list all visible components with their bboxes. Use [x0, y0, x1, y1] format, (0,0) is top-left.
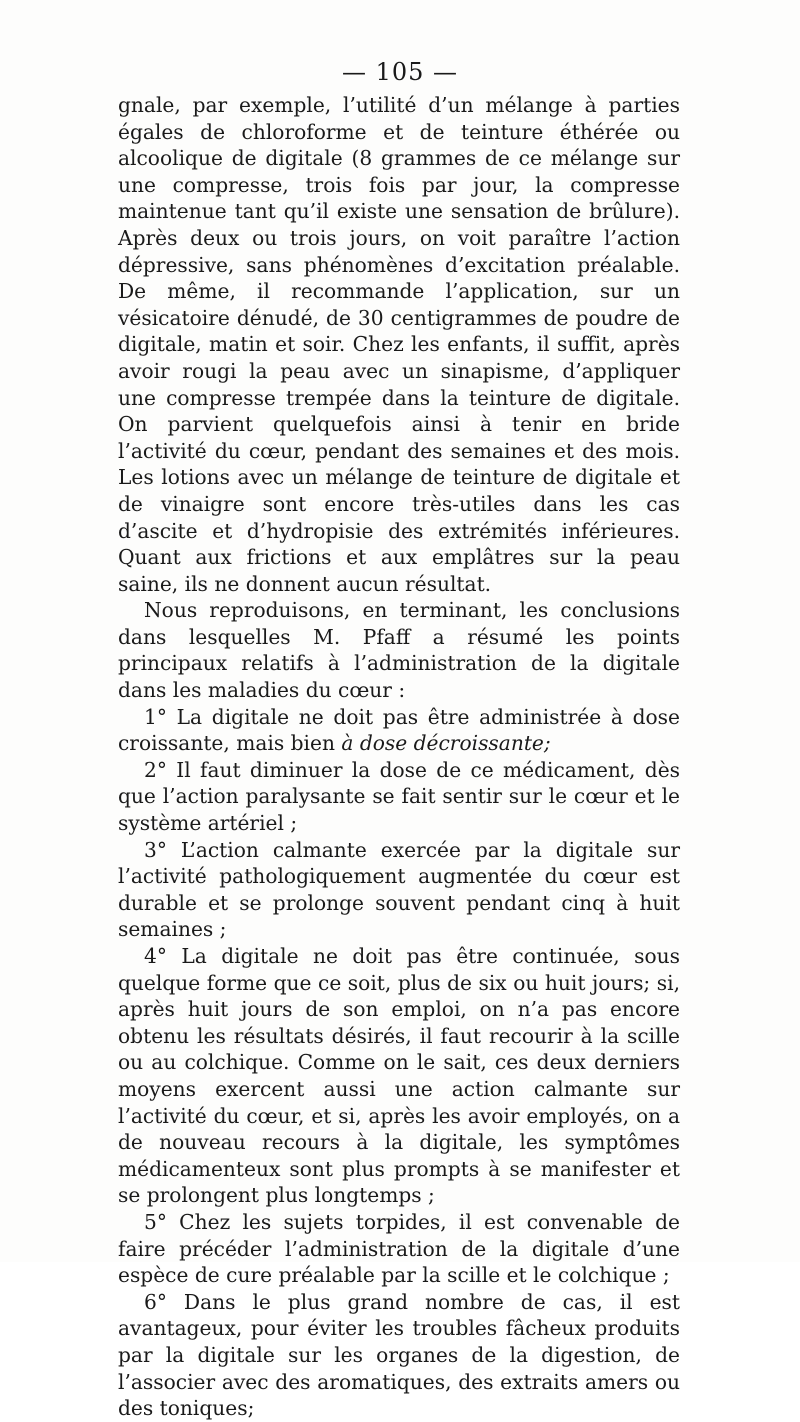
conclusion-item-1 [118, 704, 680, 757]
conclusion-item-1-text: 1° La digitale ne doit pas être administrée à dose croissante, mais bien [118, 704, 680, 756]
conclusion-item-1-emphasis: à dose décroissante; [341, 731, 551, 756]
body-text [118, 92, 680, 1422]
conclusion-item-6: 6° Dans le plus grand nombre de cas, il est avantageux, pour éviter les troubles fâcheux produits par la digitale sur les organes de la digestion, de l’associer avec des aromatiques, des extraits amers ou des toniques; [118, 1289, 680, 1421]
paragraph-continuation: gnale, par exemple, l’utilité d’un mélange à parties égales de chloroforme et de teinture éthérée ou alcoolique de digitale (8 grammes de ce mélange sur une compresse, trois fois par jour, la compresse maintenue tant qu’il existe une sensation de brûlure). Après deux ou trois jours, on voit paraître l’action dépressive, sans phénomènes d’excitation préalable. De même, il recommande l’application, sur un vésicatoire dénudé, de 30 centigrammes de poudre de digitale, matin et soir. Chez les enfants, il suffit, après avoir rougi la peau avec un sinapisme, d’appliquer une compresse trempée dans la teinture de digitale. On parvient quelquefois ainsi à tenir en bride l’activité du cœur, pendant des semaines et des mois. Les lotions avec un mélange de teinture de digitale et de vinaigre sont encore très-utiles dans les cas d’ascite et d’hydropisie des extrémités inférieures. Quant aux frictions et aux emplâtres sur la peau saine, ils ne donnent aucun résultat. [118, 93, 680, 596]
page-number: — 105 — [341, 58, 459, 86]
conclusion-item-3: 3° L’action calmante exercée par la digitale sur l’activité pathologiquement augmentée du cœur est durable et se prolonge souvent pendant cinq à huit semaines ; [118, 837, 680, 942]
paragraph-conclusions-intro: Nous reproduisons, en terminant, les conclusions dans lesquelles M. Pfaff a résumé les points principaux relatifs à l’administration de la digitale dans les maladies du cœur : [118, 598, 680, 703]
conclusion-item-5: 5° Chez les sujets torpides, il est convenable de faire précéder l’administration de la digitale d’une espèce de cure préalable par la scille et le colchique ; [118, 1209, 680, 1288]
conclusion-item-2: 2° Il faut diminuer la dose de ce médicament, dès que l’action paralysante se fait sentir sur le cœur et le système artériel ; [118, 757, 680, 836]
conclusion-item-4: 4° La digitale ne doit pas être continuée, sous quelque forme que ce soit, plus de six ou huit jours; si, après huit jours de son emploi, on n’a pas encore obtenu les résultats désirés, il faut recourir à la scille ou au colchique. Comme on le sait, ces deux derniers moyens exercent aussi une action calmante sur l’activité du cœur, et si, après les avoir employés, on a de nouveau recours à la digitale, les symptômes médicamenteux sont plus prompts à se manifester et se prolongent plus longtemps ; [118, 944, 680, 1208]
